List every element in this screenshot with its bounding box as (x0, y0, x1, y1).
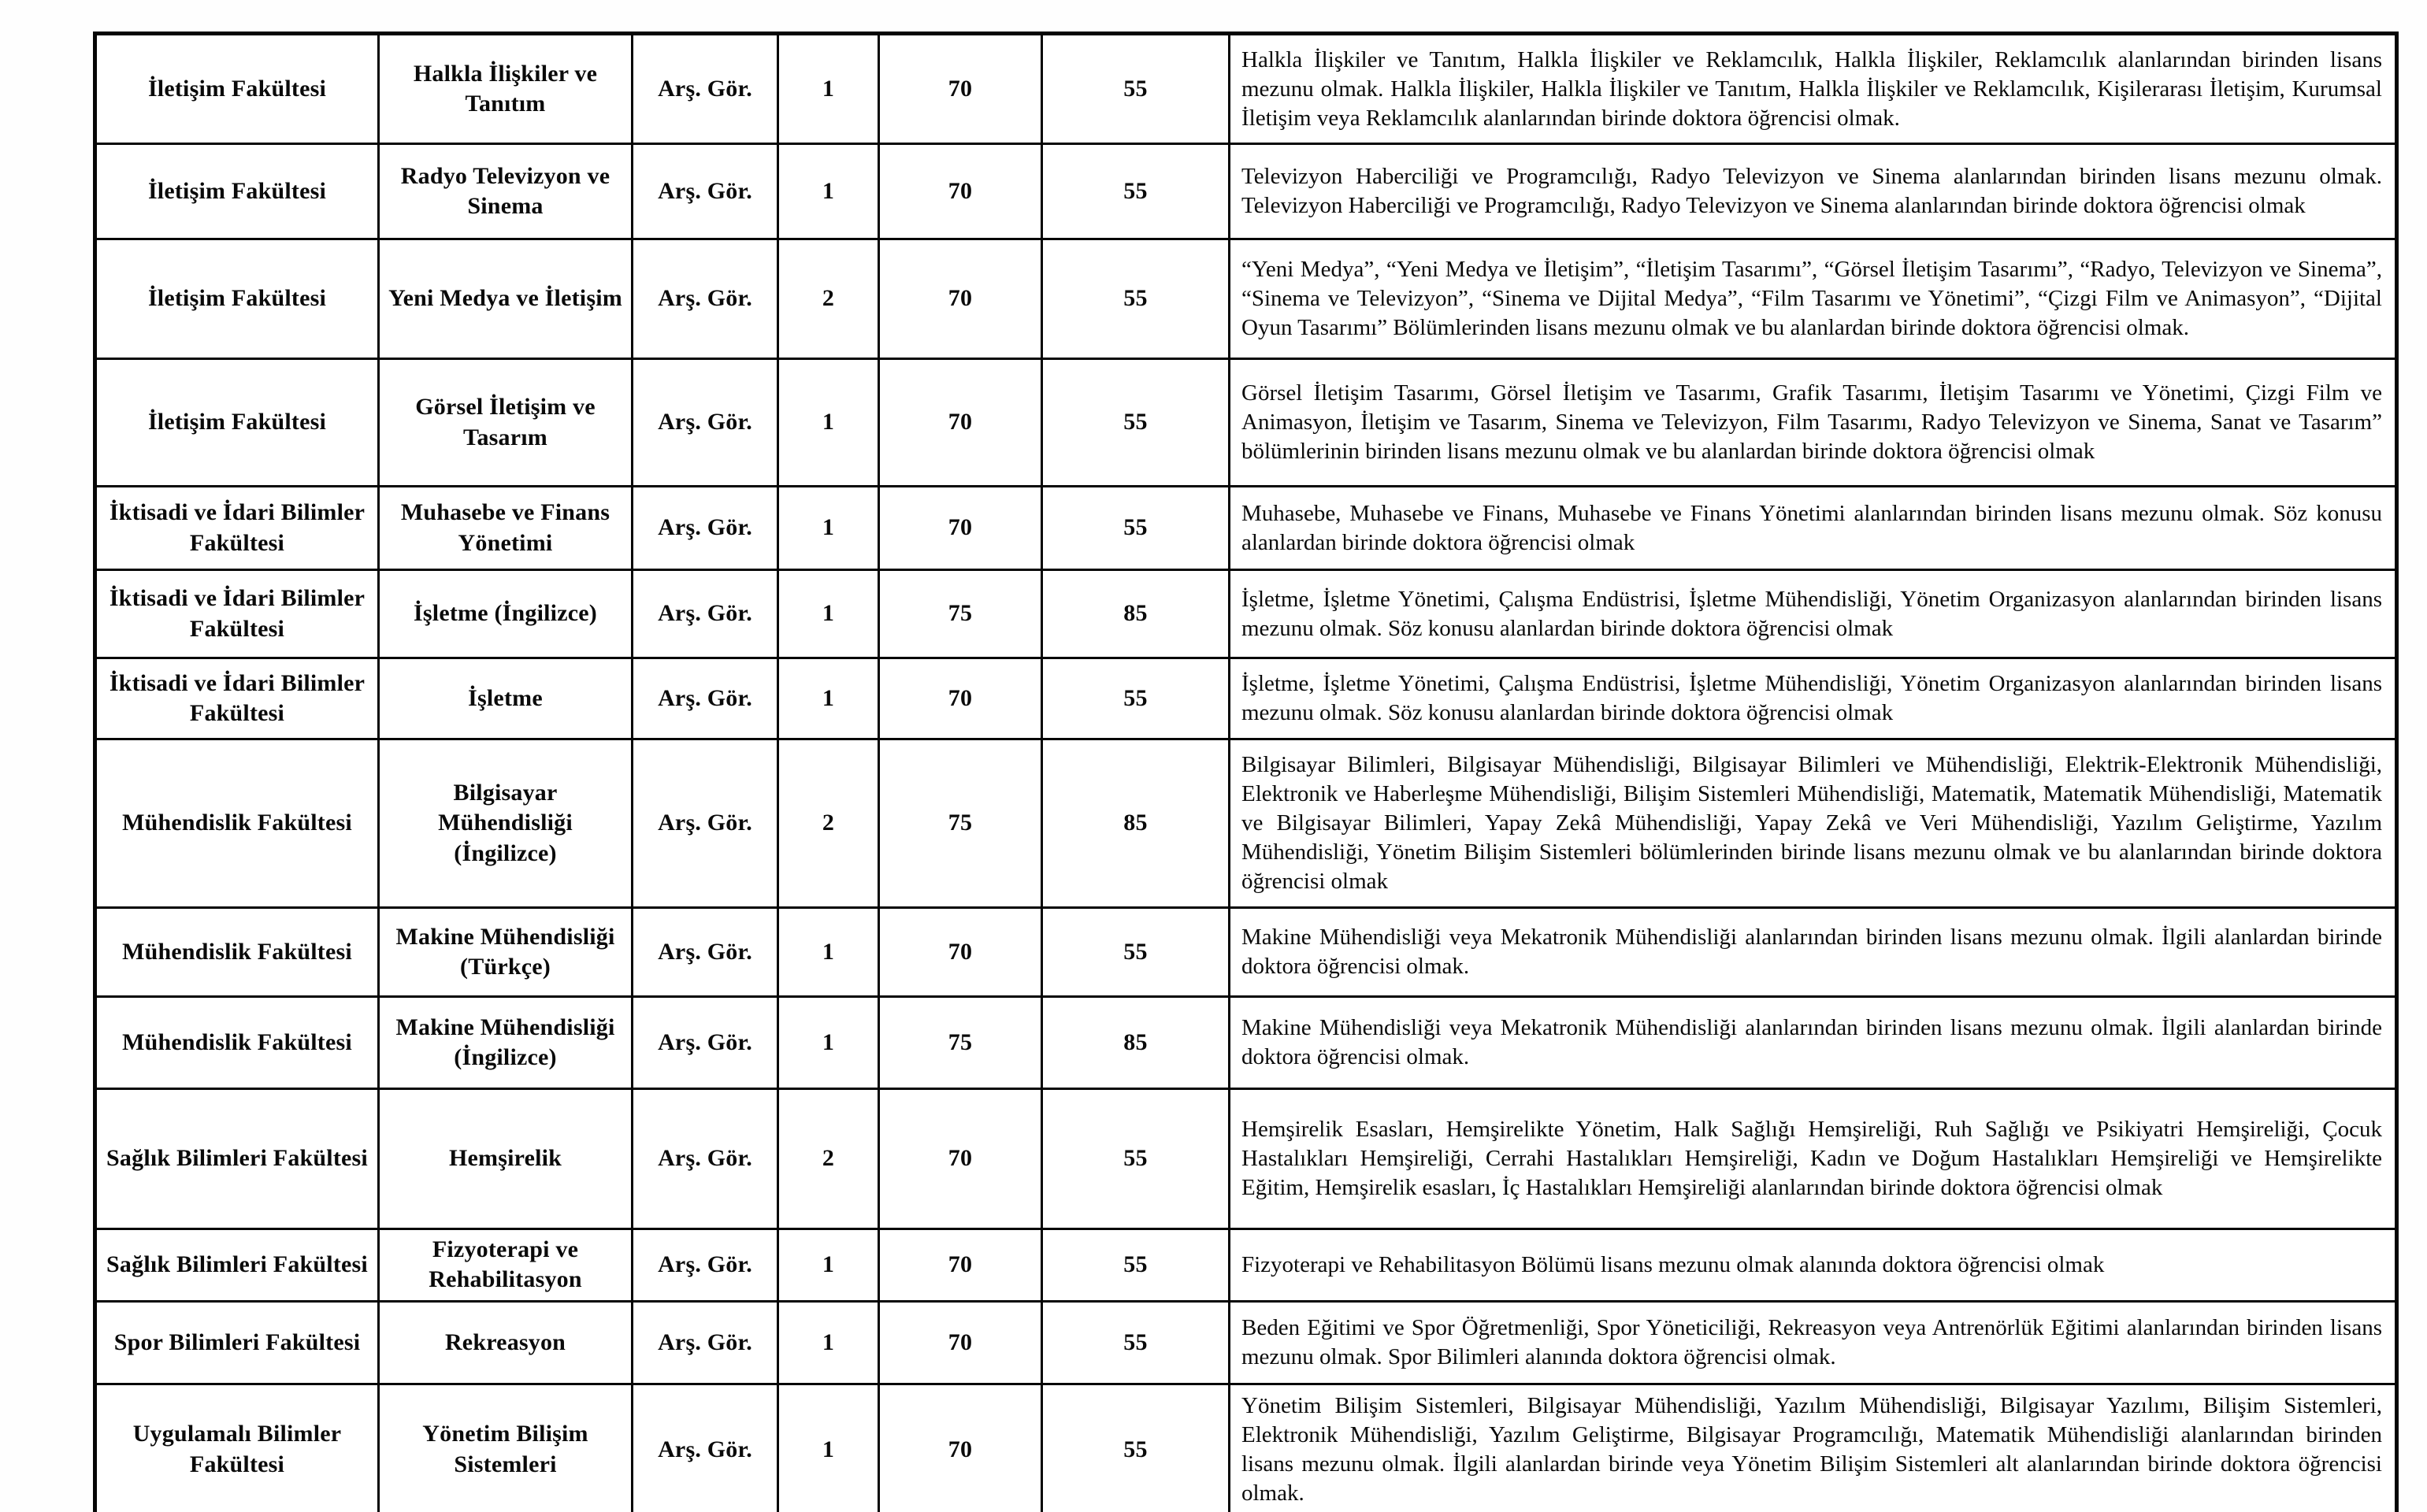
faculty-cell: Sağlık Bilimleri Fakültesi (95, 1089, 379, 1229)
faculty-cell: İletişim Fakültesi (95, 34, 379, 144)
academic-title-cell: Arş. Gör. (633, 658, 778, 739)
department-cell: İşletme (379, 658, 633, 739)
academic-title-cell: Arş. Gör. (633, 739, 778, 908)
table-row (95, 359, 2397, 487)
ales-score-cell: 70 (879, 1301, 1042, 1384)
positions-count-cell: 2 (778, 239, 879, 359)
department-cell: Yönetim Bilişim Sistemleri (379, 1384, 633, 1512)
requirements-cell: “Yeni Medya”, “Yeni Medya ve İletişim”, “İletişim Tasarımı”, “Görsel İletişim Tasarımı”, “Radyo, Televizyon ve Sinema”, “Sinema ve Televizyon”, “Sinema ve Dijital Medya”, “Film Tasarımı ve Yönetimi”, “Çizgi Film ve Animasyon”, “Dijital Oyun Tasarımı” Bölümlerinden lisans mezunu olmak ve bu alanlardan birinde doktora öğrencisi olmak. (1230, 239, 2397, 359)
yds-score-cell: 55 (1042, 1301, 1230, 1384)
table-row (95, 908, 2397, 997)
ales-score-cell: 75 (879, 570, 1042, 658)
department-cell: İşletme (İngilizce) (379, 570, 633, 658)
faculty-cell: İletişim Fakültesi (95, 144, 379, 239)
department-cell: Makine Mühendisliği (Türkçe) (379, 908, 633, 997)
ales-score-cell: 70 (879, 1229, 1042, 1302)
table-row (95, 658, 2397, 739)
positions-count-cell: 1 (778, 658, 879, 739)
academic-positions-table (93, 32, 2399, 1512)
faculty-cell: Mühendislik Fakültesi (95, 997, 379, 1089)
requirements-cell: Televizyon Haberciliği ve Programcılığı, Radyo Televizyon ve Sinema alanlarından birinden lisans mezunu olmak. Televizyon Haberciliği ve Programcılığı, Radyo Televizyon ve Sinema alanlarından birinde doktora öğrencisi olmak (1230, 144, 2397, 239)
yds-score-cell: 55 (1042, 1384, 1230, 1512)
requirements-cell: Yönetim Bilişim Sistemleri, Bilgisayar Mühendisliği, Yazılım Mühendisliği, Bilgisayar Yazılımı, Bilişim Sistemleri, Elektronik Mühendisliği, Yazılım Geliştirme, Bilgisayar Programcılığı, Matematik Mühendisliği alanlarından birinden lisans mezunu olmak. İlgili alanlardan birinde veya Yönetim Bilişim Sistemleri alt alanlarından birinde doktora öğrencisi olmak. (1230, 1384, 2397, 1512)
yds-score-cell: 55 (1042, 908, 1230, 997)
department-cell: Yeni Medya ve İletişim (379, 239, 633, 359)
positions-count-cell: 2 (778, 1089, 879, 1229)
yds-score-cell: 55 (1042, 1229, 1230, 1302)
ales-score-cell: 70 (879, 1384, 1042, 1512)
positions-count-cell: 1 (778, 1301, 879, 1384)
academic-title-cell: Arş. Gör. (633, 487, 778, 570)
department-cell: Radyo Televizyon ve Sinema (379, 144, 633, 239)
ales-score-cell: 70 (879, 144, 1042, 239)
positions-count-cell: 1 (778, 1384, 879, 1512)
yds-score-cell: 55 (1042, 359, 1230, 487)
table-row (95, 997, 2397, 1089)
yds-score-cell: 55 (1042, 658, 1230, 739)
table-row (95, 1089, 2397, 1229)
faculty-cell: İktisadi ve İdari Bilimler Fakültesi (95, 658, 379, 739)
academic-title-cell: Arş. Gör. (633, 570, 778, 658)
requirements-cell: İşletme, İşletme Yönetimi, Çalışma Endüstrisi, İşletme Mühendisliği, Yönetim Organizasyon alanlarından birinden lisans mezunu olmak. Söz konusu alanlardan birinde doktora öğrencisi olmak (1230, 570, 2397, 658)
academic-title-cell: Arş. Gör. (633, 359, 778, 487)
academic-title-cell: Arş. Gör. (633, 144, 778, 239)
faculty-cell: Mühendislik Fakültesi (95, 908, 379, 997)
faculty-cell: İletişim Fakültesi (95, 359, 379, 487)
department-cell: Hemşirelik (379, 1089, 633, 1229)
academic-title-cell: Arş. Gör. (633, 1384, 778, 1512)
yds-score-cell: 85 (1042, 739, 1230, 908)
department-cell: Rekreasyon (379, 1301, 633, 1384)
positions-count-cell: 1 (778, 570, 879, 658)
faculty-cell: İktisadi ve İdari Bilimler Fakültesi (95, 487, 379, 570)
positions-count-cell: 1 (778, 359, 879, 487)
yds-score-cell: 55 (1042, 34, 1230, 144)
department-cell: Halkla İlişkiler ve Tanıtım (379, 34, 633, 144)
ales-score-cell: 70 (879, 239, 1042, 359)
ales-score-cell: 70 (879, 1089, 1042, 1229)
requirements-cell: Fizyoterapi ve Rehabilitasyon Bölümü lisans mezunu olmak alanında doktora öğrencisi olmak (1230, 1229, 2397, 1302)
department-cell: Muhasebe ve Finans Yönetimi (379, 487, 633, 570)
ales-score-cell: 70 (879, 487, 1042, 570)
requirements-cell: Makine Mühendisliği veya Mekatronik Mühendisliği alanlarından birinden lisans mezunu olmak. İlgili alanlardan birinde doktora öğrencisi olmak. (1230, 908, 2397, 997)
requirements-cell: Muhasebe, Muhasebe ve Finans, Muhasebe ve Finans Yönetimi alanlarından birinden lisans mezunu olmak. Söz konusu alanlardan birinde doktora öğrencisi olmak (1230, 487, 2397, 570)
positions-count-cell: 1 (778, 997, 879, 1089)
table-row (95, 239, 2397, 359)
yds-score-cell: 55 (1042, 239, 1230, 359)
table-row (95, 570, 2397, 658)
table-row (95, 1384, 2397, 1512)
yds-score-cell: 55 (1042, 144, 1230, 239)
requirements-cell: Halkla İlişkiler ve Tanıtım, Halkla İlişkiler ve Reklamcılık, Halkla İlişkiler, Reklamcılık alanlarından birinden lisans mezunu olmak. Halkla İlişkiler, Halkla İlişkiler ve Tanıtım, Halkla İlişkiler ve Reklamcılık, Kişilerarası İletişim, Kurumsal İletişim veya Reklamcılık alanlarından birinde doktora öğrencisi olmak. (1230, 34, 2397, 144)
faculty-cell: Sağlık Bilimleri Fakültesi (95, 1229, 379, 1302)
yds-score-cell: 55 (1042, 1089, 1230, 1229)
department-cell: Bilgisayar Mühendisliği (İngilizce) (379, 739, 633, 908)
department-cell: Makine Mühendisliği (İngilizce) (379, 997, 633, 1089)
positions-count-cell: 1 (778, 1229, 879, 1302)
requirements-cell: Hemşirelik Esasları, Hemşirelikte Yönetim, Halk Sağlığı Hemşireliği, Ruh Sağlığı ve Psikiyatri Hemşireliği, Çocuk Hastalıkları Hemşireliği, Cerrahi Hastalıkları Hemşireliği, Kadın ve Doğum Hastalıkları Hemşireliği ve Hemşirelikte Eğitim, Hemşirelik esasları, İç Hastalıkları Hemşireliği alanlarından birinde doktora öğrencisi olmak (1230, 1089, 2397, 1229)
ales-score-cell: 70 (879, 359, 1042, 487)
table-row (95, 1229, 2397, 1302)
requirements-cell: Beden Eğitimi ve Spor Öğretmenliği, Spor Yöneticiliği, Rekreasyon veya Antrenörlük Eğitimi alanlarından birinden lisans mezunu olmak. Spor Bilimleri alanında doktora öğrencisi olmak. (1230, 1301, 2397, 1384)
faculty-cell: İletişim Fakültesi (95, 239, 379, 359)
table-row (95, 739, 2397, 908)
table-row (95, 144, 2397, 239)
table-row (95, 1301, 2397, 1384)
requirements-cell: İşletme, İşletme Yönetimi, Çalışma Endüstrisi, İşletme Mühendisliği, Yönetim Organizasyon alanlarından birinden lisans mezunu olmak. Söz konusu alanlardan birinde doktora öğrencisi olmak (1230, 658, 2397, 739)
yds-score-cell: 85 (1042, 997, 1230, 1089)
positions-count-cell: 1 (778, 34, 879, 144)
positions-count-cell: 1 (778, 144, 879, 239)
table-body (95, 34, 2397, 1512)
academic-title-cell: Arş. Gör. (633, 1229, 778, 1302)
department-cell: Görsel İletişim ve Tasarım (379, 359, 633, 487)
table-row (95, 34, 2397, 144)
faculty-cell: Spor Bilimleri Fakültesi (95, 1301, 379, 1384)
yds-score-cell: 55 (1042, 487, 1230, 570)
positions-count-cell: 1 (778, 908, 879, 997)
requirements-cell: Makine Mühendisliği veya Mekatronik Mühendisliği alanlarından birinden lisans mezunu olmak. İlgili alanlardan birinde doktora öğrencisi olmak. (1230, 997, 2397, 1089)
academic-title-cell: Arş. Gör. (633, 1089, 778, 1229)
academic-title-cell: Arş. Gör. (633, 34, 778, 144)
ales-score-cell: 70 (879, 658, 1042, 739)
yds-score-cell: 85 (1042, 570, 1230, 658)
academic-title-cell: Arş. Gör. (633, 1301, 778, 1384)
table-row (95, 487, 2397, 570)
requirements-cell: Bilgisayar Bilimleri, Bilgisayar Mühendisliği, Bilgisayar Bilimleri ve Mühendisliği, Elektrik-Elektronik Mühendisliği, Elektronik ve Haberleşme Mühendisliği, Bilişim Sistemleri Mühendisliği, Matematik, Matematik Mühendisliği, Matematik ve Bilgisayar Bilimleri, Yapay Zekâ Mühendisliği, Yapay Zekâ ve Veri Mühendisliği, Yazılım Geliştirme, Yazılım Mühendisliği, Yönetim Bilişim Sistemleri bölümlerinden birinde lisans mezunu olmak ve bu alanlarından birinde doktora öğrencisi olmak (1230, 739, 2397, 908)
ales-score-cell: 70 (879, 34, 1042, 144)
positions-count-cell: 2 (778, 739, 879, 908)
academic-title-cell: Arş. Gör. (633, 997, 778, 1089)
faculty-cell: Mühendislik Fakültesi (95, 739, 379, 908)
faculty-cell: İktisadi ve İdari Bilimler Fakültesi (95, 570, 379, 658)
ales-score-cell: 75 (879, 997, 1042, 1089)
department-cell: Fizyoterapi ve Rehabilitasyon (379, 1229, 633, 1302)
academic-title-cell: Arş. Gör. (633, 908, 778, 997)
positions-count-cell: 1 (778, 487, 879, 570)
faculty-cell: Uygulamalı Bilimler Fakültesi (95, 1384, 379, 1512)
academic-title-cell: Arş. Gör. (633, 239, 778, 359)
ales-score-cell: 75 (879, 739, 1042, 908)
requirements-cell: Görsel İletişim Tasarımı, Görsel İletişim ve Tasarımı, Grafik Tasarımı, İletişim Tasarımı ve Yönetimi, Çizgi Film ve Animasyon, İletişim ve Tasarım, Sinema ve Televizyon, Film Tasarımı, Radyo Televizyon ve Sinema, Sanat ve Tasarım” bölümlerinin birinden lisans mezunu olmak ve bu alanlardan birinde doktora öğrencisi olmak (1230, 359, 2397, 487)
ales-score-cell: 70 (879, 908, 1042, 997)
